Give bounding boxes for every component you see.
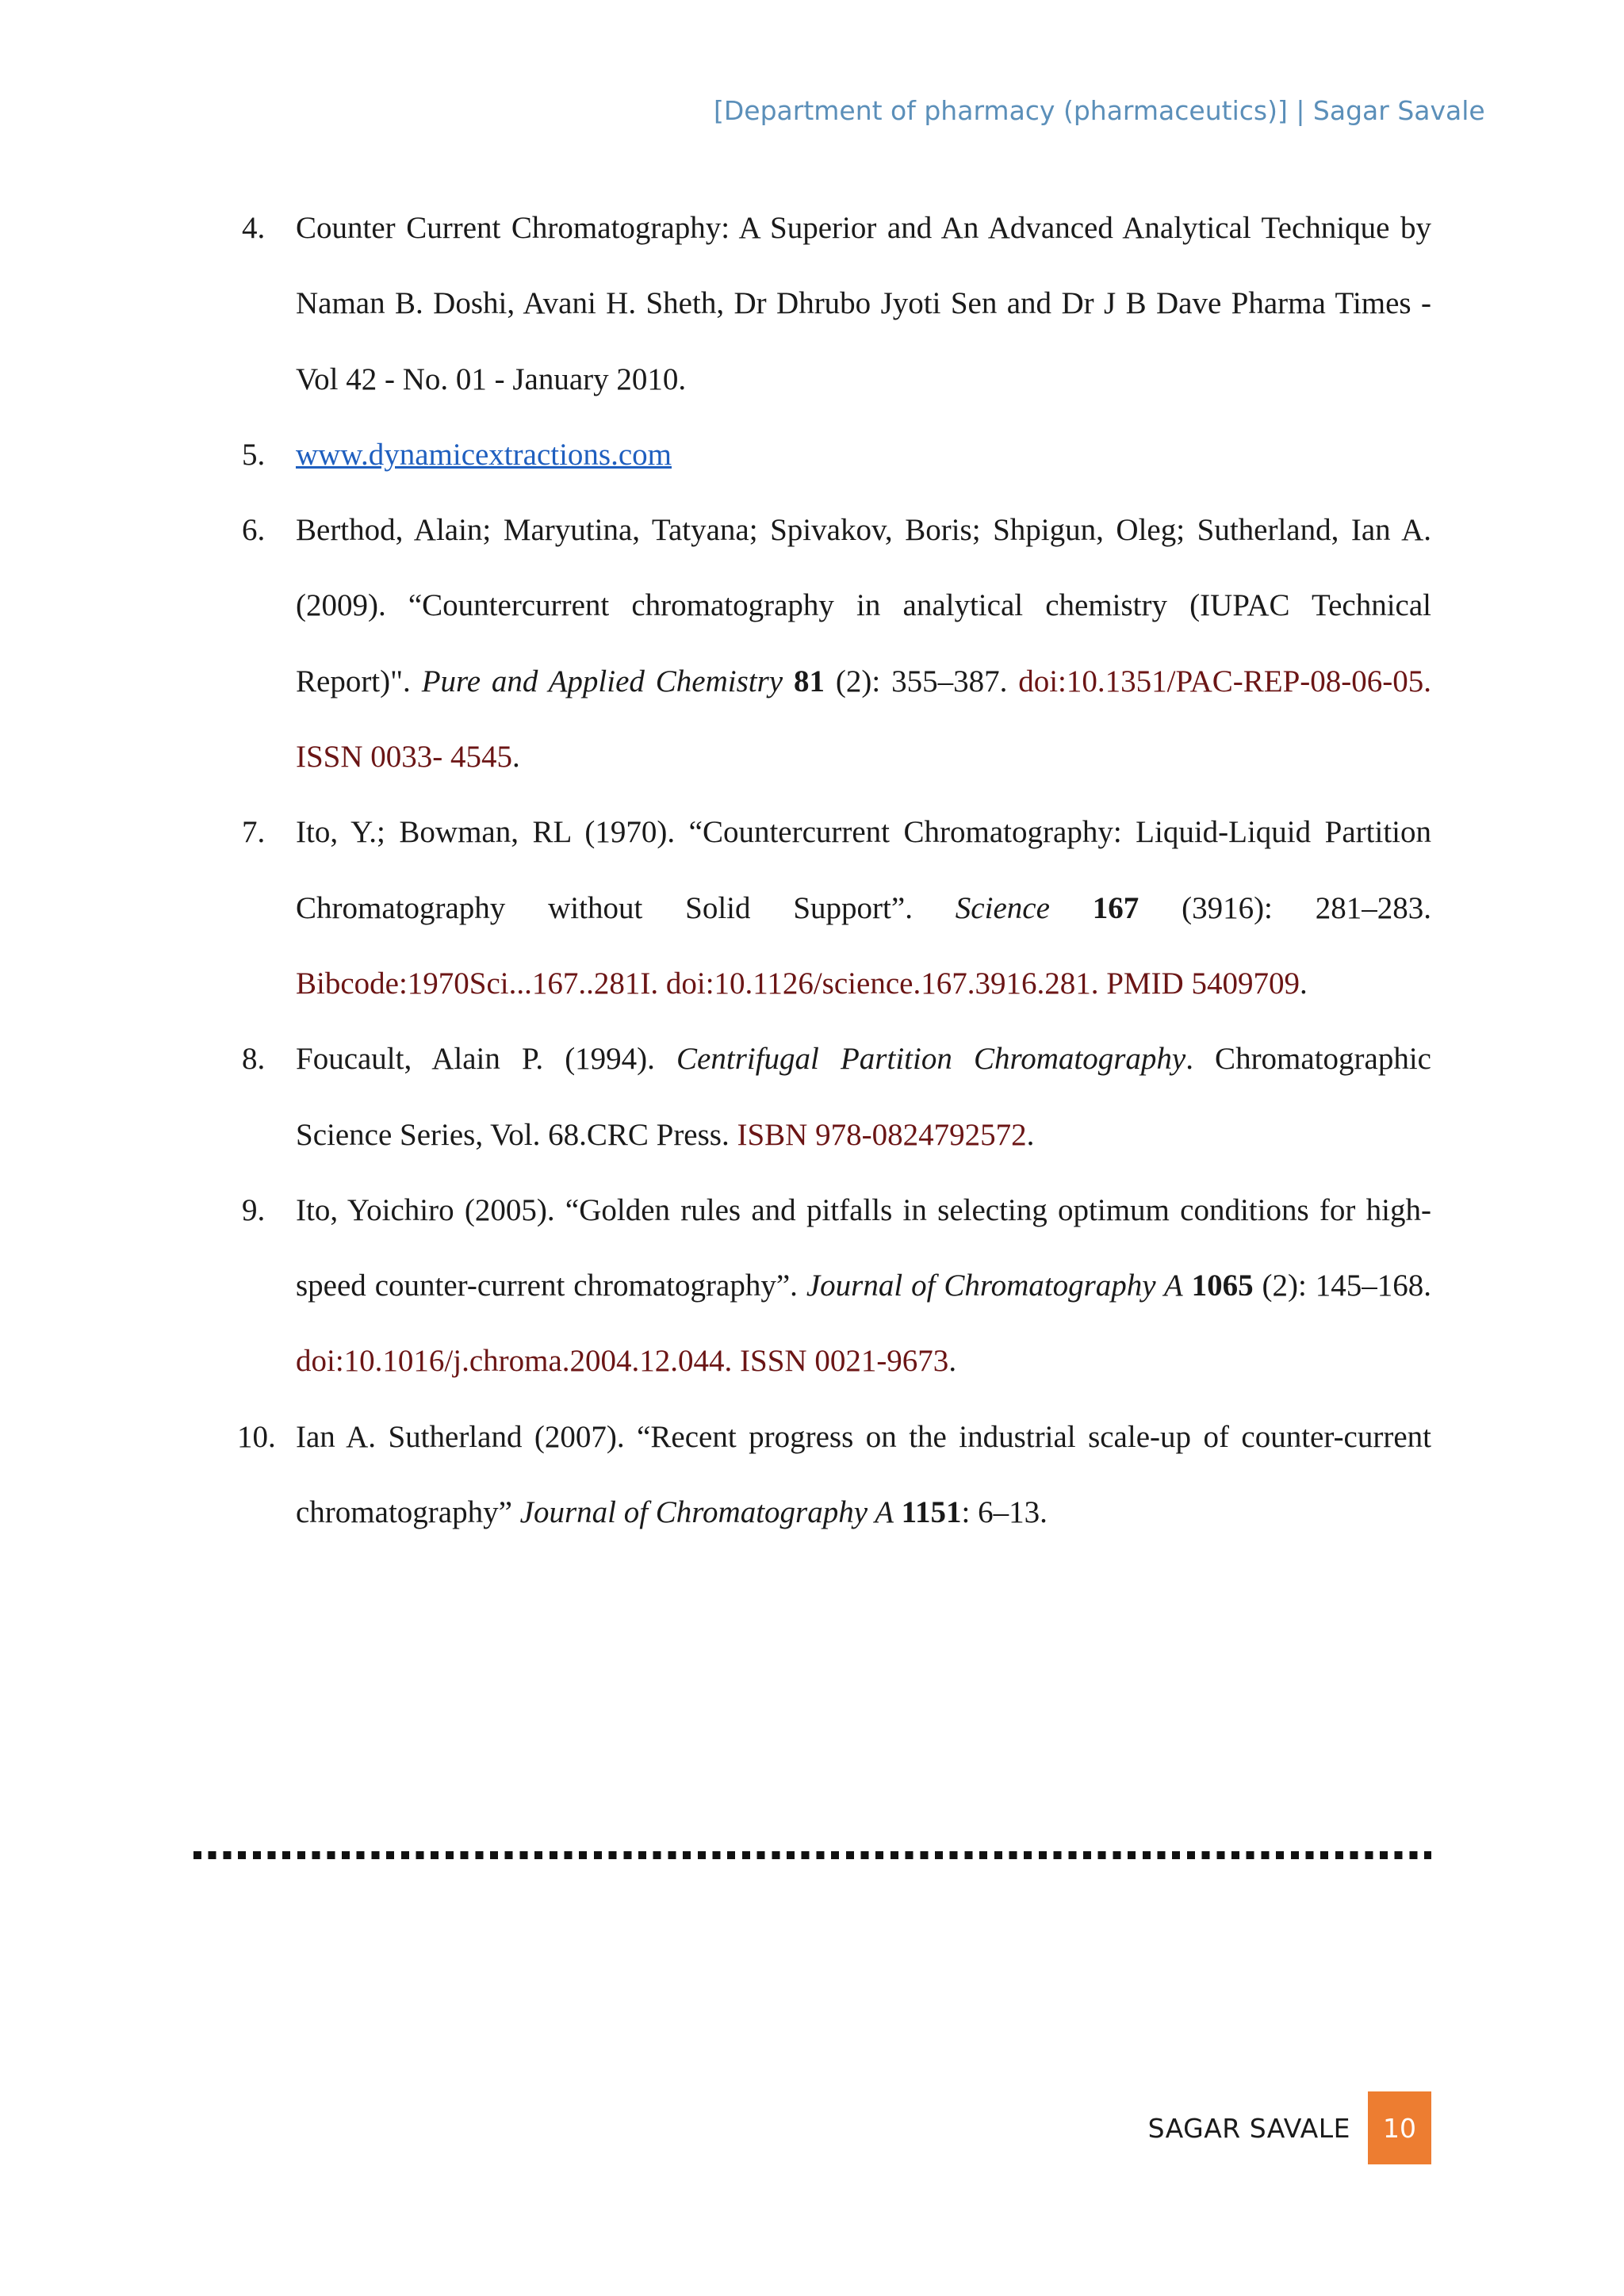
page-footer	[1148, 2091, 1431, 2164]
reference-item	[242, 492, 1431, 794]
reference-end: .	[1026, 1117, 1035, 1152]
journal-name: Journal of Chromatography A	[519, 1495, 894, 1530]
reference-identifiers[interactable]: doi:10.1016/j.chroma.2004.12.044. ISSN 0021-9673	[296, 1344, 949, 1379]
reference-number: 8.	[242, 1042, 266, 1077]
reference-identifiers[interactable]: doi:10.1351/PAC-REP-08-06-05. ISSN 0033- 4545	[296, 664, 1431, 775]
reference-number: 6.	[242, 513, 266, 548]
reference-end: .	[1299, 966, 1308, 1001]
page-number-badge: 10	[1368, 2091, 1431, 2164]
reference-item	[242, 417, 1431, 492]
journal-volume: 1151	[901, 1495, 962, 1530]
reference-item	[242, 794, 1431, 1021]
reference-number: 4.	[242, 211, 266, 245]
journal-volume: 167	[1092, 890, 1139, 925]
reference-text: Counter Current Chromatography: A Superior and An Advanced Analytical Technique by Naman B. Doshi, Avani H. Sheth, Dr Dhrubo Jyoti Sen and Dr J B Dave Pharma Times - Vol 42 - No. 01 - January 2010.	[296, 211, 1431, 396]
journal-name: Journal of Chromatography A	[806, 1269, 1183, 1303]
page-header: [Department of pharmacy (pharmaceutics)] | Sagar Savale	[714, 95, 1485, 126]
reference-text: Ito, Yoichiro (2005). “Golden rules and pitfalls in selecting optimum conditions for high-speed counter-current chromatography”.	[296, 1192, 1431, 1303]
reference-identifiers[interactable]: Bibcode:1970Sci...167..281I. doi:10.1126/science.167.3916.281. PMID 5409709	[296, 966, 1300, 1001]
reference-publisher: . Chromatographic Science Series, Vol. 68.CRC Press.	[296, 1042, 1431, 1152]
journal-name: Science	[955, 890, 1050, 925]
dotted-separator	[193, 1851, 1431, 1859]
reference-text: Ian A. Sutherland (2007). “Recent progress on the industrial scale-up of counter-current chromatography”	[296, 1419, 1431, 1530]
reference-number: 7.	[242, 815, 266, 850]
reference-item	[242, 190, 1431, 417]
journal-volume: 81	[794, 664, 825, 698]
reference-text: Foucault, Alain P. (1994).	[296, 1042, 677, 1077]
reference-item	[242, 1021, 1431, 1173]
reference-item	[237, 1399, 1431, 1551]
reference-list	[237, 190, 1432, 1550]
reference-pages: (2): 145–168.	[1253, 1269, 1432, 1303]
reference-identifiers[interactable]: ISBN 978-0824792572	[737, 1117, 1027, 1152]
journal-name: Pure and Applied Chemistry	[421, 664, 783, 698]
reference-pages: (3916): 281–283.	[1139, 890, 1431, 925]
reference-item	[242, 1173, 1431, 1399]
reference-end: .	[948, 1344, 957, 1379]
reference-number: 10.	[237, 1419, 276, 1454]
reference-number: 9.	[242, 1192, 266, 1227]
reference-text: Berthod, Alain; Maryutina, Tatyana; Spivakov, Boris; Shpigun, Oleg; Sutherland, Ian A. (2009). “Countercurrent chromatography in analytical chemistry (IUPAC Technical Report)".	[296, 513, 1431, 698]
website-link[interactable]: www.dynamicextractions.com	[296, 437, 672, 472]
reference-pages: : 6–13.	[961, 1495, 1048, 1530]
footer-author: SAGAR SAVALE	[1147, 2112, 1350, 2144]
reference-end: .	[512, 740, 520, 775]
reference-pages: (2): 355–387.	[825, 664, 1019, 698]
reference-number: 5.	[242, 437, 266, 472]
reference-text: Ito, Y.; Bowman, RL (1970). “Countercurrent Chromatography: Liquid-Liquid Partition Chromatography without Solid Support”.	[296, 815, 1431, 925]
journal-volume: 1065	[1191, 1269, 1254, 1303]
book-title: Centrifugal Partition Chromatography	[676, 1042, 1186, 1077]
